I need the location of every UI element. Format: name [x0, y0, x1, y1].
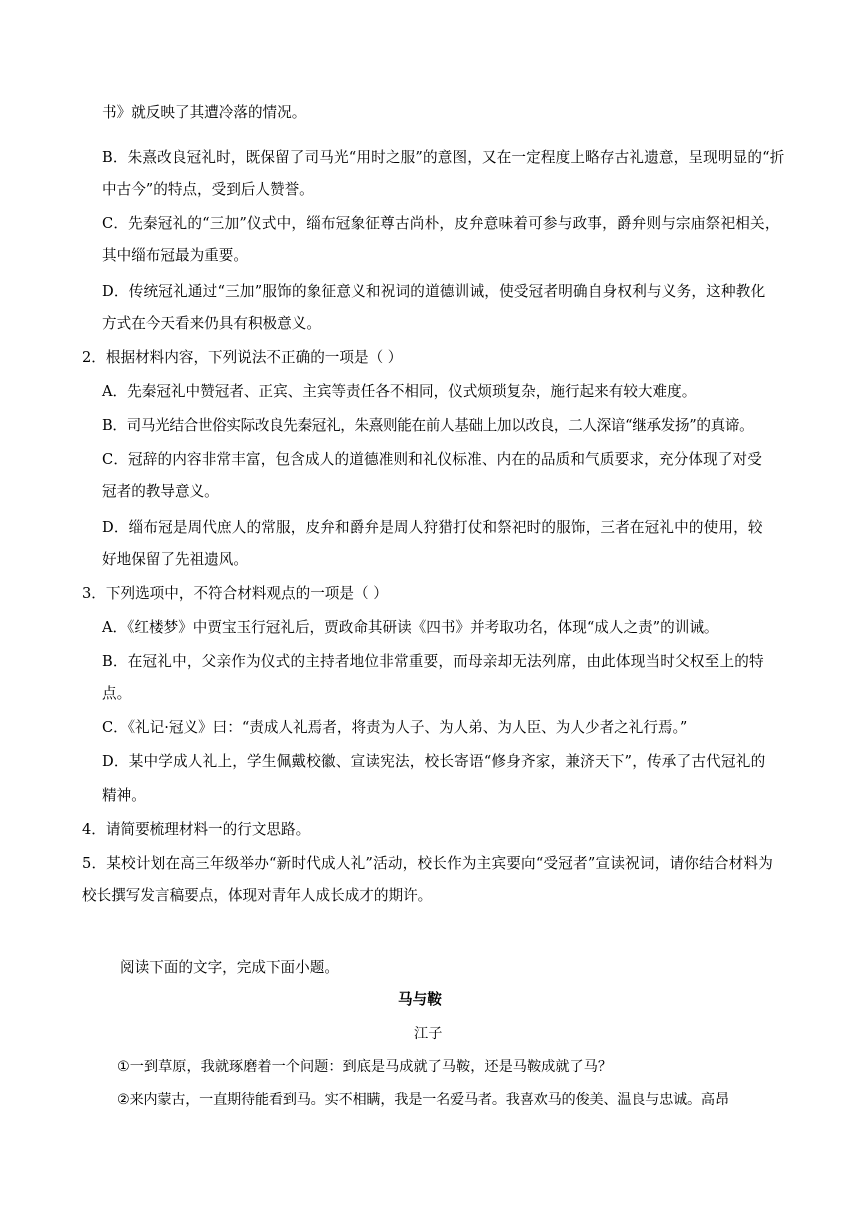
q1-option-b-line2: 中古今”的特点，受到后人赞誉。 [102, 181, 314, 198]
q5-stem-line1: 5．某校计划在高三年级举办“新时代成人礼”活动，校长作为主宾要向“受冠者”宣读祝词，请你结合材料为 [82, 855, 774, 872]
q3-option-c: C．《礼记·冠义》曰：“责成人礼焉者，将责为人子、为人弟、为人臣、为人少者之礼行焉。” [102, 719, 688, 736]
q1-option-d-line2: 方式在今天看来仍具有积极意义。 [102, 315, 321, 332]
reading-title: 马与鞍 [398, 991, 442, 1008]
q4-stem: 4．请简要梳理材料一的行文思路。 [82, 821, 311, 838]
q2-option-d-line1: D．缁布冠是周代庶人的常服，皮弁和爵弁是周人狩猎打仗和祭祀时的服饰，三者在冠礼中的使用，较 [102, 519, 763, 536]
q2-option-c-line2: 冠者的教导意义。 [102, 483, 219, 500]
reading-instruction: 阅读下面的文字，完成下面小题。 [120, 959, 339, 976]
q2-option-d-line2: 好地保留了先祖遗风。 [102, 551, 248, 568]
q2-option-b: B．司马光结合世俗实际改良先秦冠礼，朱熹则能在前人基础上加以改良，二人深谙“继承发扬”的真谛。 [102, 417, 754, 434]
q3-option-d-line2: 精神。 [102, 787, 146, 804]
q2-stem: 2．根据材料内容，下列说法不正确的一项是（ ） [82, 349, 403, 366]
q3-stem: 3．下列选项中，不符合材料观点的一项是（ ） [82, 585, 388, 602]
q3-option-d-line1: D．某中学成人礼上，学生佩戴校徽、宣读宪法，校长寄语“修身齐家，兼济天下”，传承了古代冠礼的 [102, 753, 766, 770]
reading-paragraph-2: ②来内蒙古，一直期待能看到马。实不相瞒，我是一名爱马者。我喜欢马的俊美、温良与忠诚。高昂 [117, 1092, 729, 1108]
q1-option-c-line1: C．先秦冠礼的“三加”仪式中，缁布冠象征尊古尚朴，皮弁意味着可参与政事，爵弁则与宗庙祭祀相关， [102, 215, 780, 232]
q3-option-a: A．《红楼梦》中贾宝玉行冠礼后，贾政命其研读《四书》并考取功名，体现“成人之责”的训诫。 [102, 619, 719, 636]
reading-paragraph-1: ①一到草原，我就琢磨着一个问题：到底是马成就了马鞍，还是马鞍成就了马？ [117, 1059, 613, 1075]
q5-stem-line2: 校长撰写发言稿要点，体现对青年人成长成才的期许。 [82, 887, 433, 904]
q3-option-b-line1: B．在冠礼中，父亲作为仪式的主持者地位非常重要，而母亲却无法列席，由此体现当时父权至上的特 [102, 653, 764, 670]
q1-option-d-line1: D．传统冠礼通过“三加”服饰的象征意义和祝词的道德训诫，使受冠者明确自身权利与义务，这种教化 [102, 283, 766, 300]
q1-option-c-line2: 其中缁布冠最为重要。 [102, 247, 248, 264]
reading-author: 江子 [414, 1026, 443, 1042]
q2-option-c-line1: C．冠辞的内容非常丰富，包含成人的道德准则和礼仪标准、内在的品质和气质要求，充分体现了对受 [102, 451, 763, 468]
q1-continuation: 书》就反映了其遭冷落的情况。 [102, 104, 307, 121]
q2-option-a: A．先秦冠礼中赞冠者、正宾、主宾等责任各不相同，仪式烦琐复杂，施行起来有较大难度。 [102, 383, 697, 400]
q3-option-b-line2: 点。 [102, 685, 132, 702]
q1-option-b-line1: B．朱熹改良冠礼时，既保留了司马光“用时之服”的意图，又在一定程度上略存古礼遗意，呈现明显的“折 [102, 149, 785, 166]
